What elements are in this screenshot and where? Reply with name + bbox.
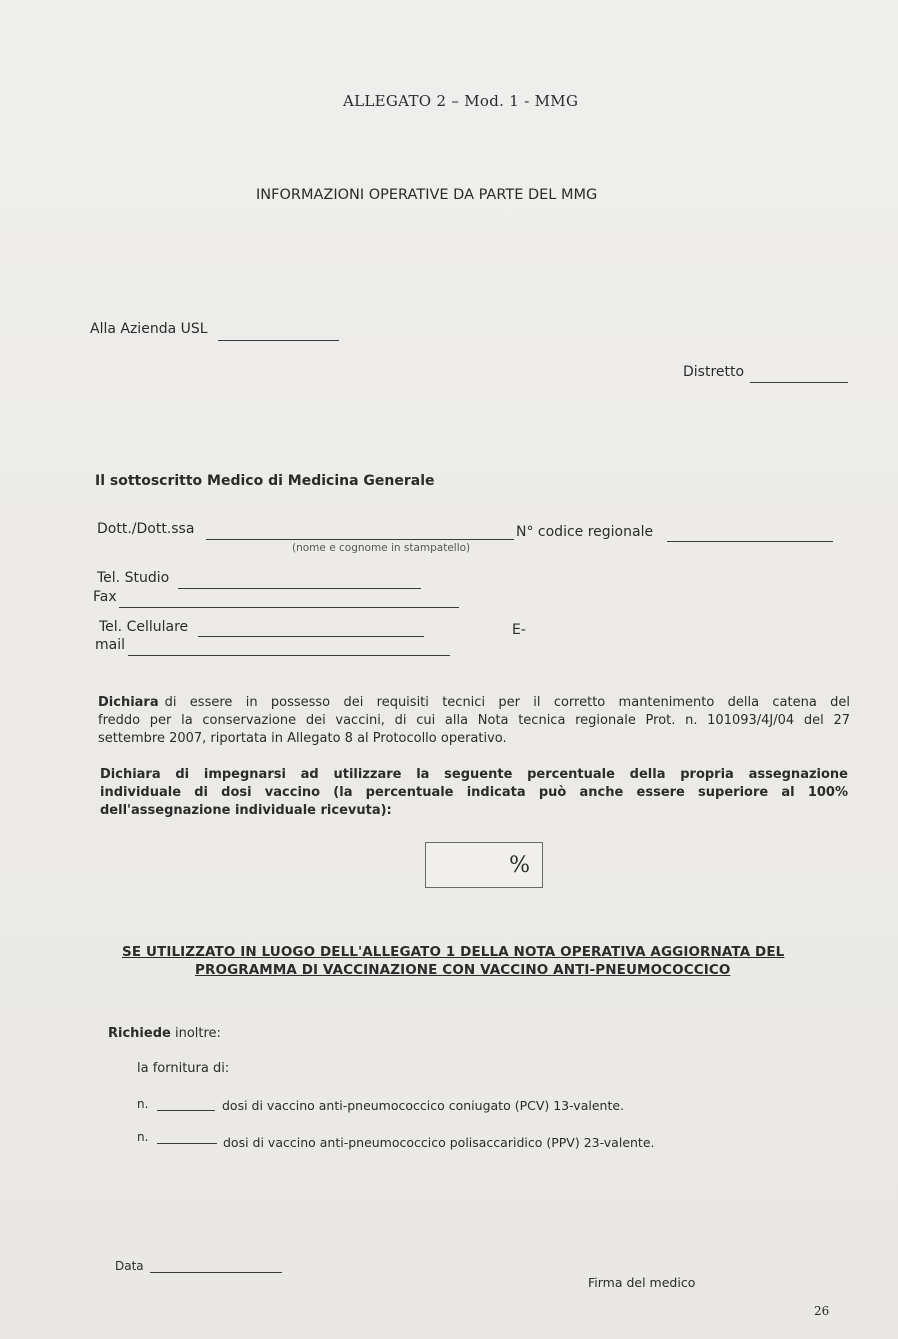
allegato-label: ALLEGATO 2 – Mod. 1 - MMG xyxy=(343,92,579,110)
item2-n-label: n. xyxy=(137,1130,149,1144)
tel-cellulare-label: Tel. Cellulare xyxy=(99,619,189,635)
dott-label: Dott./Dott.ssa xyxy=(97,521,195,537)
ppv-dose-text: dosi di vaccino anti-pneumococcico polisaccaridico (PPV) 23-valente. xyxy=(223,1135,655,1150)
dichiara1-line2: freddo per la conservazione dei vaccini, di cui alla Nota tecnica regionale Prot. n. 101093/4J/04 del 27 xyxy=(98,713,850,728)
dichiara1-line3: settembre 2007, riportata in Allegato 8 al Protocollo operativo. xyxy=(98,731,507,746)
firma-label: Firma del medico xyxy=(588,1275,696,1290)
ppv-quantity-field[interactable] xyxy=(157,1143,217,1144)
azienda-usl-field[interactable] xyxy=(218,340,339,341)
tel-cellulare-field[interactable] xyxy=(198,636,424,637)
pcv-dose-text: dosi di vaccino anti-pneumococcico coniugato (PCV) 13-valente. xyxy=(222,1098,625,1113)
dichiara-bold: Dichiara xyxy=(98,695,159,710)
data-label: Data xyxy=(115,1259,144,1273)
pcv-quantity-field[interactable] xyxy=(157,1110,215,1111)
item1-n-label: n. xyxy=(137,1097,149,1111)
fornitura-label: la fornitura di: xyxy=(137,1061,230,1076)
signatory-heading: Il sottoscritto Medico di Medicina Generale xyxy=(95,473,435,489)
tel-studio-field[interactable] xyxy=(178,588,421,589)
distretto-label: Distretto xyxy=(683,364,745,380)
dichiara2-line1: Dichiara di impegnarsi ad utilizzare la seguente percentuale della propria assegnazione xyxy=(100,767,848,782)
dott-hint: (nome e cognome in stampatello) xyxy=(292,542,471,554)
richiede-line xyxy=(108,1026,221,1041)
email-field[interactable] xyxy=(128,655,450,656)
richiede-rest: inoltre: xyxy=(174,1026,221,1041)
section-heading-line1: SE UTILIZZATO IN LUOGO DELL'ALLEGATO 1 DELLA NOTA OPERATIVA AGGIORNATA DEL xyxy=(122,944,785,960)
tel-studio-label: Tel. Studio xyxy=(97,570,170,586)
page-number: 26 xyxy=(814,1304,830,1318)
distretto-field[interactable] xyxy=(750,382,848,383)
dichiara-percentuale-paragraph xyxy=(100,766,848,820)
email-label-a: E- xyxy=(512,622,526,638)
percent-symbol: % xyxy=(509,853,530,878)
dichiara-requisiti-paragraph xyxy=(98,694,850,748)
page-title: INFORMAZIONI OPERATIVE DA PARTE DEL MMG xyxy=(256,187,598,203)
richiede-bold: Richiede xyxy=(108,1026,171,1041)
fax-label: Fax xyxy=(93,589,117,605)
codice-regionale-field[interactable] xyxy=(667,541,833,542)
percentuale-input-box[interactable] xyxy=(425,842,543,888)
dichiara2-line3: dell'assegnazione individuale ricevuta): xyxy=(100,803,392,818)
fax-field[interactable] xyxy=(119,607,459,608)
dott-name-field[interactable] xyxy=(206,539,514,540)
data-field[interactable] xyxy=(150,1272,282,1273)
azienda-usl-label: Alla Azienda USL xyxy=(90,321,208,337)
email-label-b: mail xyxy=(95,637,125,653)
dichiara1-line1: di essere in possesso dei requisiti tecnici per il corretto mantenimento della catena del xyxy=(164,695,850,710)
codice-regionale-label: N° codice regionale xyxy=(516,524,654,540)
section-heading-line2: PROGRAMMA DI VACCINAZIONE CON VACCINO ANTI-PNEUMOCOCCICO xyxy=(195,962,731,978)
dichiara2-line2: individuale di dosi vaccino (la percentuale indicata può anche essere superiore al 100% xyxy=(100,785,848,800)
